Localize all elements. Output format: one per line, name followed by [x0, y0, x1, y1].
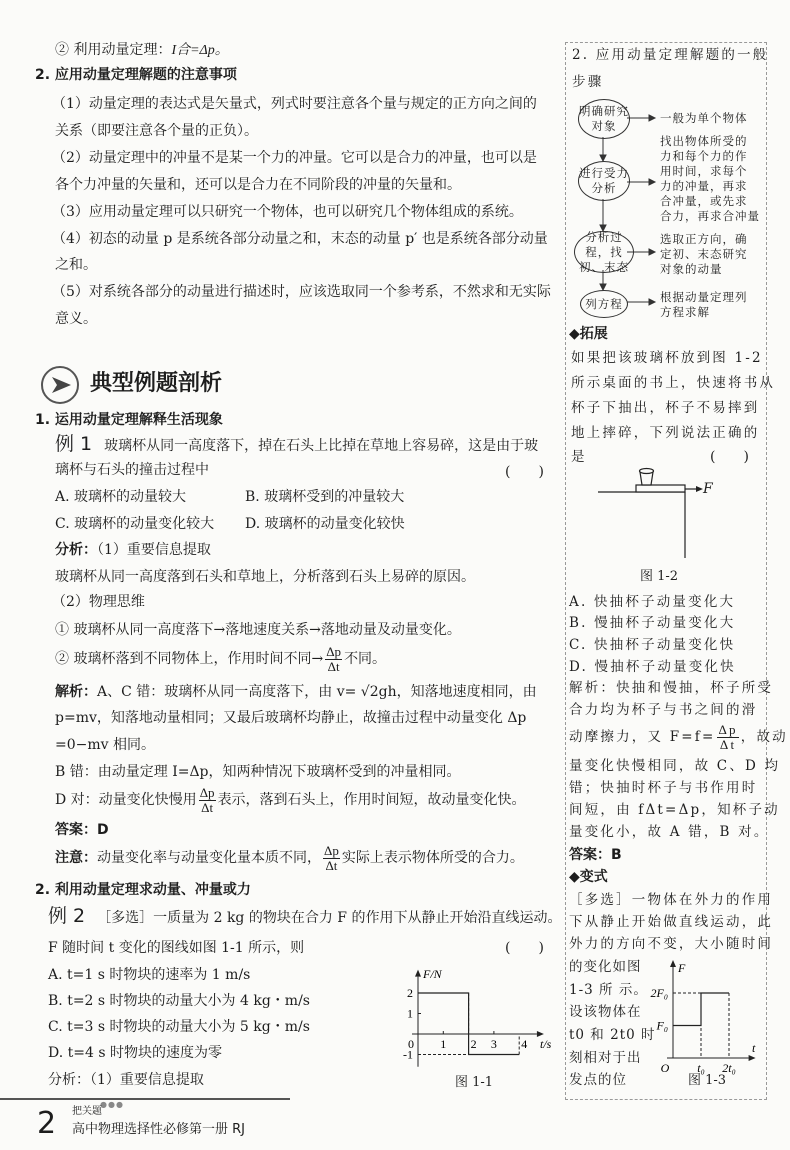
option-d: D. 慢抽杯子动量变化快 [569, 659, 736, 675]
extension-heading: ◆拓展 [569, 326, 608, 342]
y-axis-arrow [670, 960, 676, 967]
solution-line: 间短，由 fΔt=Δp，知杯子动 [569, 802, 780, 818]
variation-line: 发点的位 [569, 1072, 627, 1088]
flow-desc: 对象的动量 [660, 262, 723, 276]
note: 注意：动量变化率与动量变化量本质不同， $\frac{\Delta p}{\Delta t}$ 实际上表示物体所受的合力。 [55, 842, 524, 873]
heading-notes: 2. 应用动量定理解题的注意事项 [35, 67, 237, 83]
option-c: C. 玻璃杯的动量变化较大 [55, 516, 215, 532]
book-title: 高中物理选择性必修第一册 RJ [72, 1122, 245, 1137]
solution-line: p=mv，知落地动量相同；又最后玻璃杯均静止，故撞击过程中动量变化 Δp [55, 710, 527, 726]
note-line: 各个力冲量的矢量和，还可以是合力在不同阶段的冲量的矢量和。 [55, 177, 461, 193]
variation-line: 外力的方向不变，大小随时间 [569, 936, 774, 952]
flow-desc: 用时间，求每个 [660, 164, 748, 178]
section-title: 典型例题剖析 [90, 371, 223, 396]
variation-line: 1-3 所 示。 [569, 982, 648, 998]
variation-line: 设该物体在 [569, 1004, 642, 1020]
x-axis-arrow [749, 1055, 756, 1061]
solution-line: 量变化快慢相同，故 C、D 均 [569, 758, 781, 774]
extension-line: 是 [571, 449, 587, 465]
flow-step-3: 分析过程，找初、末态 [574, 231, 634, 273]
example-2-question: 例 2 ［多选］一质量为 2 kg 的物块在合力 F 的作用下从静止开始沿直线运动。 [48, 905, 562, 927]
figure-1-1-caption: 图 1-1 [455, 1075, 494, 1090]
variation-heading: ◆变式 [569, 869, 608, 885]
extension-line: 如果把该玻璃杯放到图 1-2 [571, 350, 763, 366]
flow-step-2: 进行受力分析 [578, 161, 630, 201]
y-tick-label: 2 [407, 986, 413, 1000]
y-tick-label: F₀ [656, 1018, 668, 1033]
solution-line: B 错：由动量定理 I=Δp，知两种情况下玻璃杯受到的冲量相同。 [55, 764, 461, 780]
analysis-line: ① 玻璃杯从同一高度落下→落地速度关系→落地动量及动量变化。 [55, 622, 461, 638]
flow-desc: 找出物体所受的 [660, 134, 748, 148]
variation-line: 刻相对于出 [569, 1050, 642, 1066]
flow-step-1: 明确研究对象 [578, 99, 630, 139]
flow-desc: 合力，再求合冲量 [660, 209, 760, 223]
solution-line: 量变化小，故 A 错，B 对。 [569, 824, 770, 840]
solution: 解析：A、C 错：玻璃杯从同一高度落下，由 v= √2gh，知落地速度相同，由 [55, 684, 537, 700]
option-d: D. 玻璃杯的动量变化较快 [245, 516, 405, 532]
flow-desc: 根据动量定理列 [660, 290, 748, 304]
solution-line: =0−mv 相同。 [55, 737, 156, 753]
flow-desc: 力和每个力的作 [660, 149, 748, 163]
x-tick-label: 1 [440, 1037, 447, 1051]
answer: 答案：D [55, 822, 109, 838]
flow-desc: 合冲量，或先求 [660, 194, 748, 208]
figure-1-3-caption: 图 1-3 [688, 1073, 727, 1088]
x-tick-label: 2t₀ [722, 1061, 736, 1075]
y-axis-label: F/N [423, 967, 442, 981]
x-axis-label: t [752, 1041, 756, 1055]
analysis-line: ② 玻璃杯落到不同物体上，作用时间不同→ $\frac{\Delta p}{\Delta t}$ 不同。 [55, 643, 387, 674]
x-tick-label: 3 [490, 1037, 497, 1051]
y-tick-label: -1 [403, 1047, 413, 1062]
analysis: 分析：（1）重要信息提取 [48, 1072, 204, 1088]
flow-desc: 力的冲量，再求 [660, 179, 748, 193]
note-line: （2）动量定理中的冲量不是某一个力的冲量。它可以是合力的冲量，也可以是 [52, 150, 537, 166]
footer-divider [0, 1098, 290, 1100]
extension-line: 所示桌面的书上，快速将书从 [571, 375, 776, 391]
option-c: C. 快抽杯子动量变化快 [569, 637, 736, 653]
extension-line: 地上摔碎，下列说法正确的 [571, 425, 760, 441]
x-tick-label: O [660, 1061, 670, 1075]
flow-step-4: 列方程 [580, 290, 628, 318]
solution-line: 合力均为杯子与书之间的滑 [569, 702, 758, 718]
analysis-line: （2）物理思维 [52, 594, 145, 610]
note-line: 关系（即要注意各个量的正负）。 [55, 123, 258, 139]
item-momentum-theorem: ② 利用动量定理：I合=Δp。 [55, 42, 229, 58]
flow-desc: 一般为单个物体 [660, 111, 748, 125]
note-line: 之和。 [55, 257, 97, 273]
series-name: 把关题 [72, 1106, 102, 1117]
x-tick-label: 2 [470, 1037, 477, 1051]
y-tick-label: 2F₀ [650, 986, 668, 1000]
option-a: A. t=1 s 时物块的速率为 1 m/s [48, 967, 251, 983]
flow-desc: 选取正方向，确 [660, 232, 748, 246]
fraction: $\frac{\Delta p}{\Delta t}$ [326, 643, 342, 674]
option-c: C. t=3 s 时物块的动量大小为 5 kg・m/s [48, 1019, 310, 1035]
x-tick-label: t₀ [697, 1061, 705, 1075]
variation-line: ［多选］一物体在外力的作用 [569, 892, 774, 908]
analysis: 分析：（1）重要信息提取 [55, 542, 211, 558]
example-2-question-cont: F 随时间 t 变化的图线如图 1-1 所示，则 [48, 940, 305, 956]
option-b: B. t=2 s 时物块的动量大小为 4 kg・m/s [48, 993, 310, 1009]
note-line: （1）动量定理的表达式是矢量式，列式时要注意各个量与规定的正方向之间的 [52, 96, 537, 112]
x-tick-label: 4 [521, 1037, 528, 1051]
solution-line: 动摩擦力，又 F=f= $\frac{\Delta p}{\Delta t}$ ，故动 [569, 722, 788, 752]
y-axis-label: F [678, 961, 686, 975]
answer-blank: ( ) [505, 940, 544, 956]
solution-line: 错；快抽时杯子与书作用时 [569, 780, 758, 796]
option-a: A. 快抽杯子动量变化大 [569, 594, 736, 610]
option-b: B. 玻璃杯受到的冲量较大 [245, 489, 405, 505]
y-tick-label: 1 [407, 1006, 413, 1021]
footer-dots: ●●● [100, 1100, 124, 1109]
note-line: 意义。 [55, 311, 97, 327]
extension-line: 杯子下抽出，杯子不易摔到 [571, 400, 760, 416]
sidebar-title-cont: 步骤 [572, 74, 604, 90]
variation-line: 的变化如图 [569, 959, 642, 975]
note-line: （4）初态的动量 p 是系统各部分动量之和，末态的动量 p′ 也是系统各部分动量 [52, 231, 548, 247]
flow-desc: 定初、末态研究 [660, 247, 748, 261]
subheading-1: 1. 运用动量定理解释生活现象 [35, 412, 223, 428]
analysis-line: 玻璃杯从同一高度落到石头和草地上，分析落到石头上易碎的原因。 [55, 569, 475, 585]
solution-line: 解析：快抽和慢抽，杯子所受 [569, 680, 774, 696]
solution-line: D 对：动量变化快慢用 $\frac{\Delta p}{\Delta t}$ 表示，落到石头上，作用时间短，故动量变化快。 [55, 784, 526, 815]
note-line: （5）对系统各部分的动量进行描述时，应该选取同一个参考系，不然求和无实际 [52, 284, 551, 300]
answer: 答案：B [569, 847, 622, 863]
option-d: D. t=4 s 时物块的速度为零 [48, 1045, 222, 1061]
page-number: 2 [37, 1106, 57, 1141]
example-1-question: 例 1 玻璃杯从同一高度落下，掉在石头上比掉在草地上容易碎，这是由于玻 [55, 433, 539, 455]
option-b: B. 慢抽杯子动量变化大 [569, 615, 736, 631]
answer-blank: ( ) [710, 449, 749, 465]
variation-line: 下从静止开始做直线运动，此 [569, 914, 774, 930]
flow-desc: 方程求解 [660, 305, 710, 319]
answer-blank: ( ) [505, 464, 544, 480]
option-a: A. 玻璃杯的动量较大 [55, 489, 187, 505]
figure-1-2-caption: 图 1-2 [640, 569, 679, 584]
example-1-question-cont: 璃杯与石头的撞击过程中 [55, 462, 209, 478]
x-tick-label: 0 [408, 1037, 414, 1051]
x-axis-label: t/s [540, 1037, 552, 1051]
sidebar-title: 2. 应用动量定理解题的一般 [572, 47, 769, 63]
force-label: F [703, 481, 713, 497]
subheading-2: 2. 利用动量定理求动量、冲量或力 [35, 882, 251, 898]
variation-line: t0 和 2t0 时 [569, 1027, 656, 1043]
note-line: （3）应用动量定理可以只研究一个物体，也可以研究几个物体组成的系统。 [52, 204, 523, 220]
